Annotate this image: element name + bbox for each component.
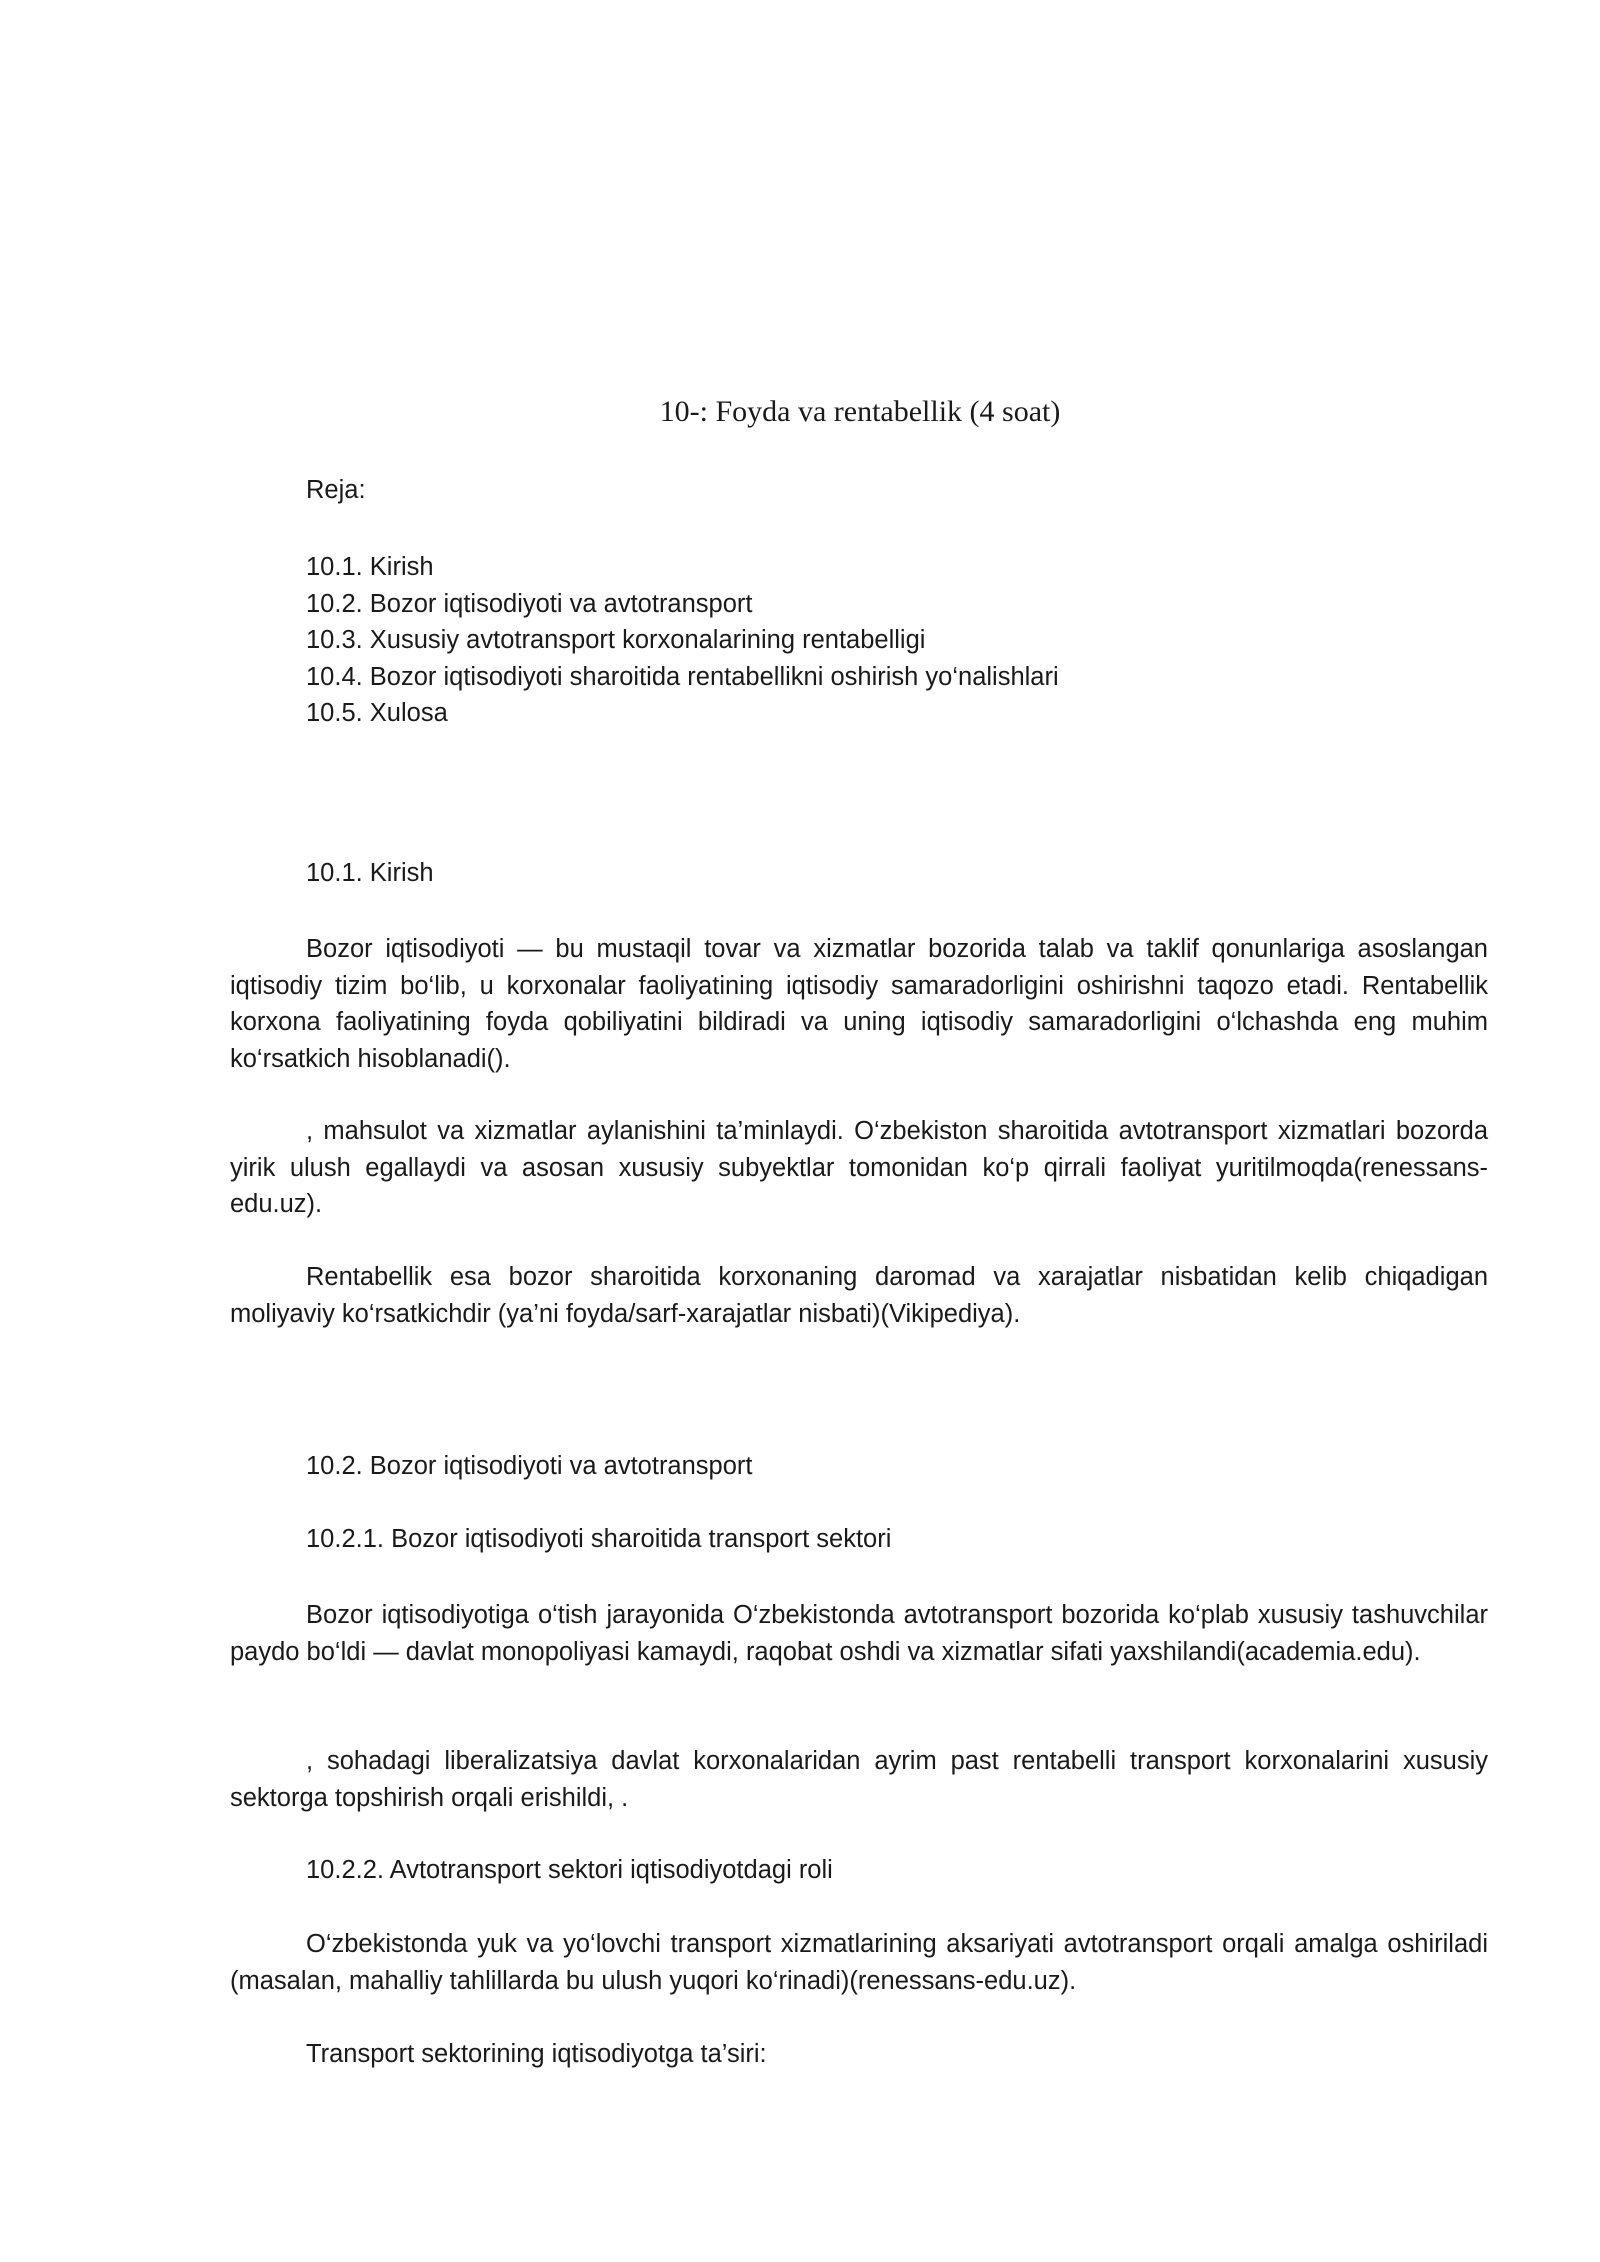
plan-item: 10.4. Bozor iqtisodiyoti sharoitida rentabellikni oshirish yo‘nalishlari: [306, 662, 1059, 691]
plan-item: 10.3. Xususiy avtotransport korxonalarining rentabelligi: [306, 626, 926, 654]
paragraph: , sohadagi liberalizatsiya davlat korxonalaridan ayrim past rentabelli transport korxonalarini xususiy sektorga topshirish orqali erishildi, .: [230, 1747, 1488, 1812]
plan-item: 10.2. Bozor iqtisodiyoti va avtotransport: [306, 589, 753, 618]
paragraph: Bozor iqtisodiyotiga o‘tish jarayonida O‘zbekistonda avtotransport bozorida ko‘plab xususiy tashuvchilar paydo bo‘ldi — davlat monopoliyasi kamaydi, raqobat oshdi va xizmatlar sifati yaxshilandi(academia.edu).: [230, 1601, 1488, 1666]
plan-item: 10.1. Kirish: [306, 553, 434, 581]
subsection-heading: 10.2.1. Bozor iqtisodiyoti sharoitida transport sektori: [306, 1525, 892, 1553]
paragraph: Rentabellik esa bozor sharoitida korxonaning daromad va xarajatlar nisbatidan kelib chiqadigan moliyaviy ko‘rsatkichdir (ya’ni foyda/sarf-xarajatlar nisbati)(Vikipediya).: [230, 1263, 1488, 1328]
paragraph: O‘zbekistonda yuk va yo‘lovchi transport xizmatlarining aksariyati avtotransport orqali amalga oshiriladi (masalan, mahalliy tahlillarda bu ulush yuqori ko‘rinadi)(renessans-edu.uz).: [230, 1930, 1488, 1995]
subsection-heading: 10.2.2. Avtotransport sektori iqtisodiyotdagi roli: [306, 1856, 833, 1884]
paragraph: Transport sektorining iqtisodiyotga ta’siri:: [306, 2040, 767, 2068]
plan-item: 10.5. Xulosa: [306, 699, 448, 727]
paragraph: , mahsulot va xizmatlar aylanishini ta’minlaydi. O‘zbekiston sharoitida avtotransport xizmatlari bozorda yirik ulush egallaydi va asosan xususiy subyektlar tomonidan ko‘p qirrali faoliyat yuritilmoqda(renessans-edu.uz).: [230, 1117, 1488, 1218]
section-heading: 10.1. Kirish: [306, 859, 434, 887]
paragraph: Bozor iqtisodiyoti — bu mustaqil tovar va xizmatlar bozorida talab va taklif qonunlariga asoslangan iqtisodiy tizim bo‘lib, u korxonalar faoliyatining iqtisodiy samaradorligini oshirishni taqozo etadi. Rentabellik korxona faoliyatining foyda qobiliyatini bildiradi va uning iqtisodiy samaradorligini o‘lchashda eng muhim ko‘rsatkich hisoblanadi().: [230, 935, 1488, 1073]
document-title: 10-: Foyda va rentabellik (4 soat): [659, 395, 1061, 428]
plan-label: Reja:: [306, 476, 366, 504]
plan-list: [306, 549, 1059, 732]
section-heading: 10.2. Bozor iqtisodiyoti va avtotransport: [306, 1452, 753, 1480]
